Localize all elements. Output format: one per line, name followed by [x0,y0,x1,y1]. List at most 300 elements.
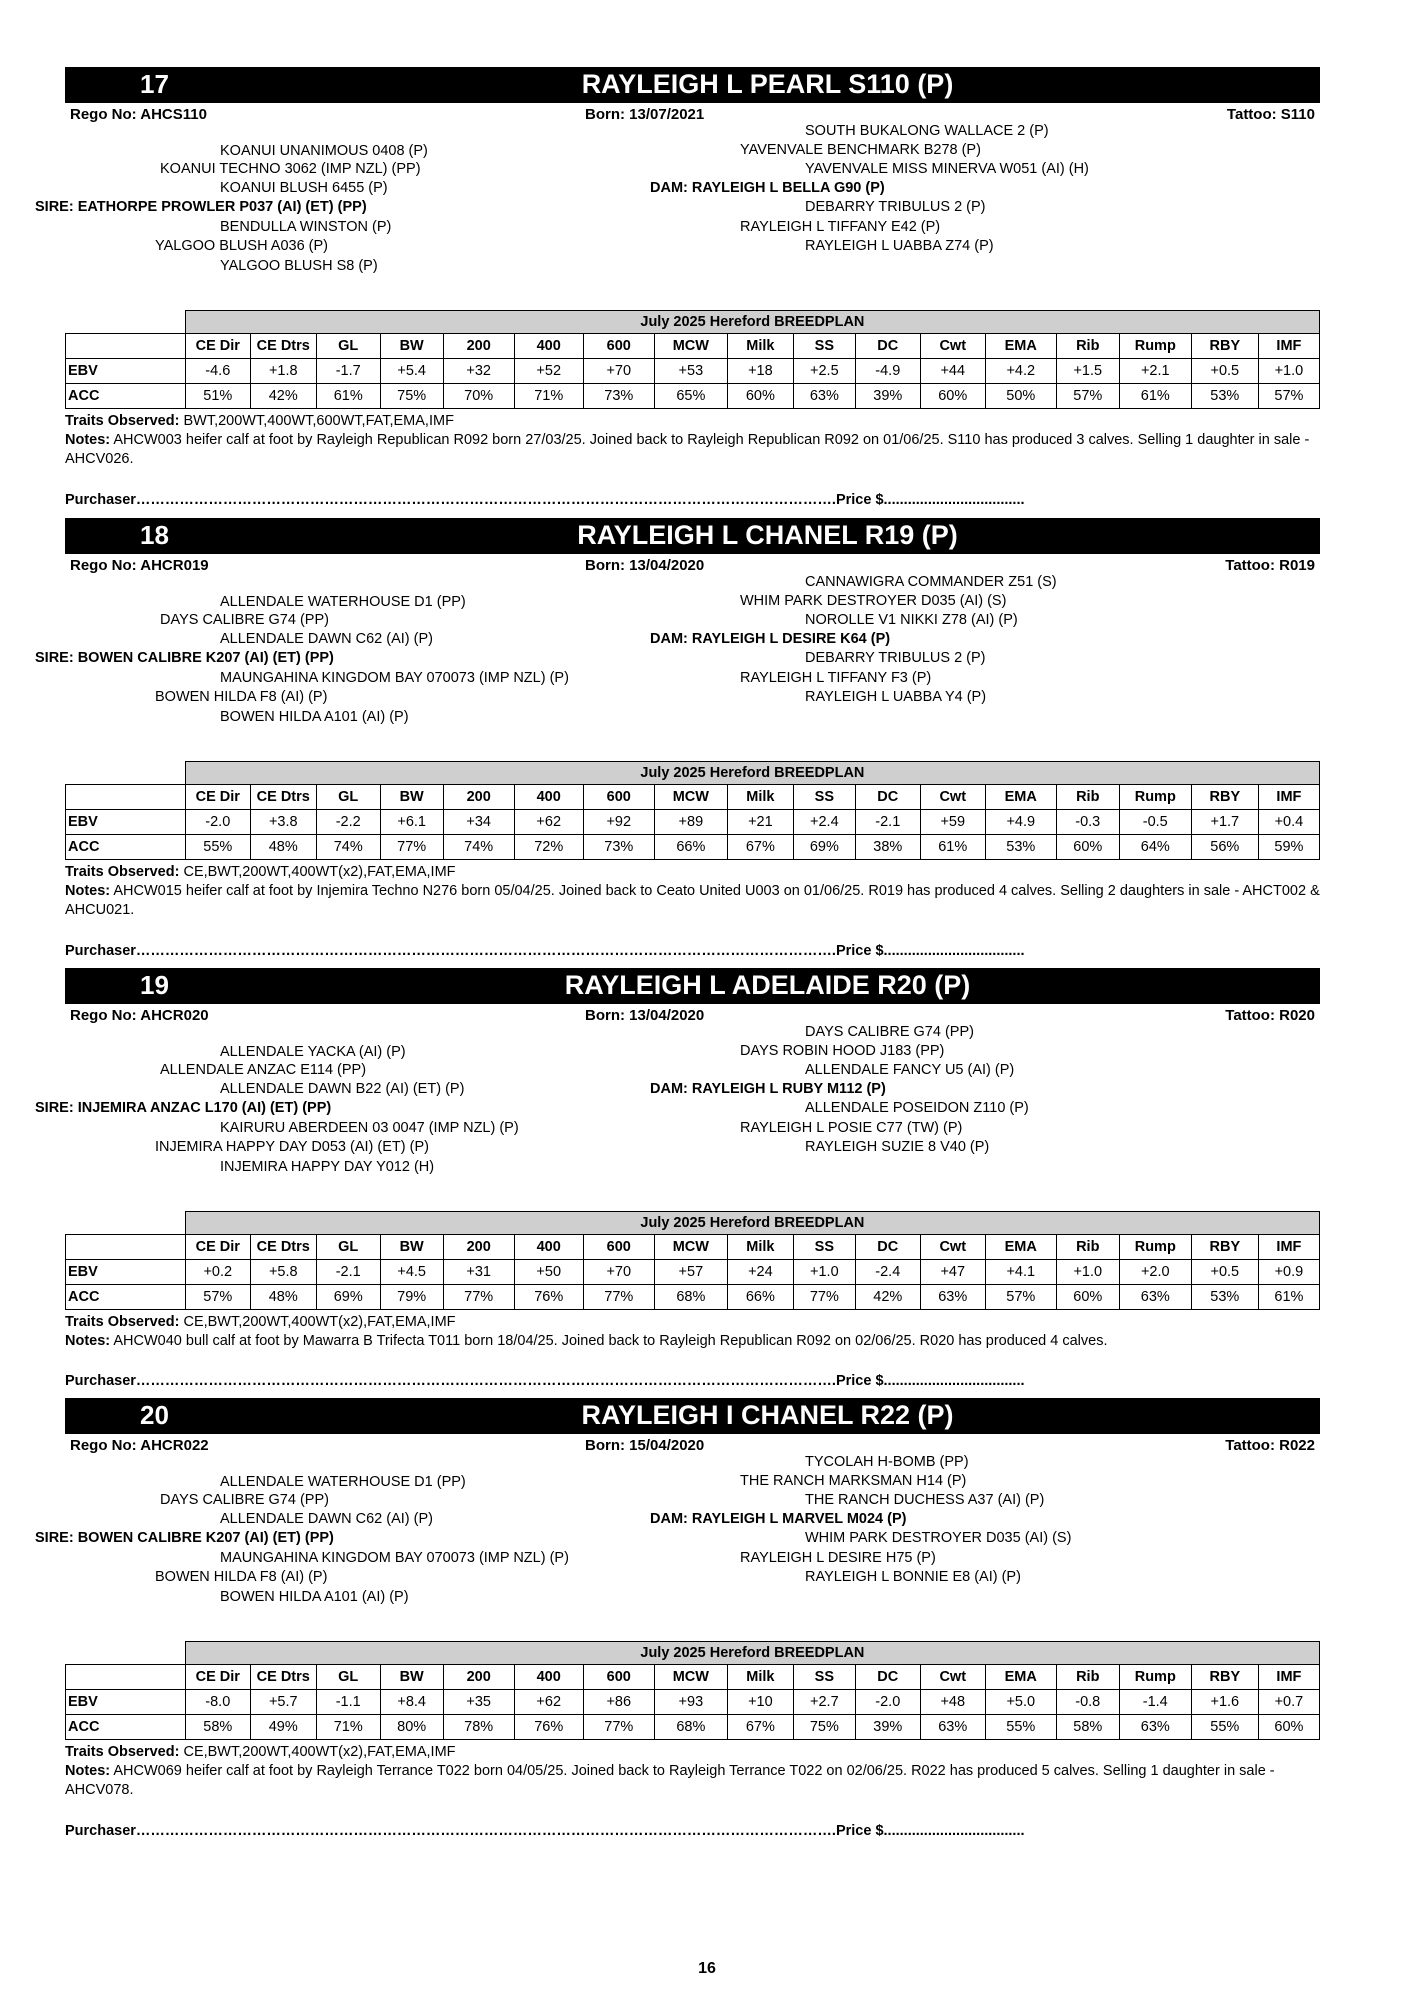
purchaser-line[interactable]: Purchaser……………………………………………………………………………………………………………………………….Price $................................... [65,1823,1025,1839]
acc-cell: 63% [920,1285,985,1310]
ebv-cell: +0.5 [1191,1260,1258,1285]
purchaser-line[interactable]: Purchaser……………………………………………………………………………………………………………………………….Price $................................... [65,492,1025,508]
birth-date: Born: 15/04/2020 [585,1437,705,1454]
acc-cell: 79% [380,1285,443,1310]
traits-label: Traits Observed: [65,864,180,880]
dam-ancestor: NOROLLE V1 NIKKI Z78 (AI) (P) [805,612,1018,628]
column-header: BW [380,334,443,359]
ebv-cell: +62 [514,810,583,835]
tattoo: Tattoo: R022 [1225,1437,1315,1454]
ebv-cell: +1.8 [250,359,316,384]
acc-cell: 59% [1258,835,1319,860]
ebv-cell: +5.4 [380,359,443,384]
acc-cell: 60% [1056,1285,1119,1310]
lot-info-row [65,554,1320,574]
traits-observed [65,1313,1320,1332]
dam-ancestor: DAYS CALIBRE G74 (PP) [805,1024,974,1040]
ebv-cell: +1.7 [1191,810,1258,835]
column-header: CE Dtrs [250,1235,316,1260]
traits-label: Traits Observed: [65,1314,180,1330]
ebv-cell: +2.5 [793,359,855,384]
acc-cell: 78% [443,1715,514,1740]
ebv-cell: +92 [583,810,654,835]
lot-notes [65,1743,1320,1800]
sire-ancestor: YALGOO BLUSH A036 (P) [155,238,328,254]
lot-header [65,518,1320,554]
column-header: 400 [514,785,583,810]
traits-observed [65,412,1320,431]
column-header: Milk [727,1235,793,1260]
rego-number: Rego No: AHCS110 [70,106,207,123]
ebv-cell: +70 [583,359,654,384]
acc-cell: 77% [443,1285,514,1310]
traits-value: BWT,200WT,400WT,600WT,FAT,EMA,IMF [183,413,454,429]
acc-row-label: ACC [66,1285,186,1310]
sire-ancestor: ALLENDALE WATERHOUSE D1 (PP) [220,594,466,610]
column-header: Rump [1119,1235,1191,1260]
acc-cell: 66% [727,1285,793,1310]
acc-cell: 77% [793,1285,855,1310]
column-header: 600 [583,785,654,810]
dam-ancestor: RAYLEIGH L UABBA Z74 (P) [805,238,994,254]
ebv-cell: +1.6 [1191,1690,1258,1715]
column-header: DC [855,1235,920,1260]
acc-cell: 71% [514,384,583,409]
notes-text: AHCW040 bull calf at foot by Mawarra B Trifecta T011 born 18/04/25. Joined back to Rayleigh Republican R092 on 02/06/25. R020 has produced 4 calves. [113,1333,1108,1349]
column-header: 200 [443,1665,514,1690]
acc-cell: 42% [855,1285,920,1310]
breedplan-table [65,310,1320,409]
column-header: Rib [1056,785,1119,810]
column-header: SS [793,1665,855,1690]
traits-label: Traits Observed: [65,413,180,429]
ebv-cell: -1.7 [316,359,380,384]
lot-block [35,518,1320,959]
column-header: SS [793,1235,855,1260]
dam-ancestor: ALLENDALE FANCY U5 (AI) (P) [805,1062,1015,1078]
column-header: Cwt [920,1235,985,1260]
acc-cell: 57% [985,1285,1056,1310]
notes-paragraph [65,1762,1320,1800]
acc-cell: 39% [855,1715,920,1740]
page-number: 16 [698,1960,716,1977]
dam-ancestor: CANNAWIGRA COMMANDER Z51 (S) [805,574,1057,590]
column-header: 200 [443,334,514,359]
column-header: DC [855,334,920,359]
ebv-cell: +2.4 [793,810,855,835]
sire-ancestor: ALLENDALE DAWN B22 (AI) (ET) (P) [220,1081,465,1097]
lot-name: RAYLEIGH L PEARL S110 (P) [581,69,954,99]
ebv-cell: -2.1 [855,810,920,835]
acc-cell: 38% [855,835,920,860]
rego-number: Rego No: AHCR020 [70,1007,209,1024]
notes-text: AHCW069 heifer calf at foot by Rayleigh Terrance T022 born 04/05/25. Joined back to Rayleigh Terrance T022 on 02/06/25. R022 has produced 5 calves. Selling 1 daughter in sale - AHCV078. [65,1763,1275,1798]
breedplan-title: July 2025 Hereford BREEDPLAN [185,311,1319,334]
acc-row-label: ACC [66,384,186,409]
acc-cell: 73% [583,835,654,860]
ebv-cell: +0.4 [1258,810,1319,835]
ebv-cell: +52 [514,359,583,384]
column-header: BW [380,1665,443,1690]
column-header: IMF [1258,334,1319,359]
ebv-cell: +5.7 [250,1690,316,1715]
ebv-cell: +5.0 [985,1690,1056,1715]
acc-cell: 56% [1191,835,1258,860]
acc-cell: 57% [185,1285,250,1310]
column-header: 600 [583,1665,654,1690]
ebv-cell: -4.9 [855,359,920,384]
column-header: CE Dir [185,334,250,359]
dam-ancestor: ALLENDALE POSEIDON Z110 (P) [805,1100,1029,1116]
ebv-cell: +0.7 [1258,1690,1319,1715]
birth-date: Born: 13/07/2021 [585,106,705,123]
ebv-cell: +31 [443,1260,514,1285]
ebv-cell: -2.4 [855,1260,920,1285]
lot-info-row [65,103,1320,123]
dam-name: DAM: RAYLEIGH L DESIRE K64 (P) [650,631,891,647]
ebv-cell: +89 [654,810,727,835]
ebv-cell: +1.0 [1258,359,1319,384]
column-header: Milk [727,785,793,810]
acc-cell: 53% [1191,1285,1258,1310]
column-header: IMF [1258,1235,1319,1260]
acc-cell: 80% [380,1715,443,1740]
column-header: CE Dir [185,1235,250,1260]
sire-ancestor: KOANUI BLUSH 6455 (P) [220,180,388,196]
ebv-cell: +44 [920,359,985,384]
column-header: Rib [1056,334,1119,359]
acc-cell: 55% [1191,1715,1258,1740]
ebv-cell: +2.0 [1119,1260,1191,1285]
column-header: MCW [654,334,727,359]
acc-cell: 60% [727,384,793,409]
acc-cell: 63% [1119,1715,1191,1740]
column-header: 400 [514,1235,583,1260]
acc-cell: 49% [250,1715,316,1740]
acc-cell: 76% [514,1715,583,1740]
column-header: EMA [985,785,1056,810]
column-header: Milk [727,334,793,359]
sire-ancestor: BOWEN HILDA A101 (AI) (P) [220,709,409,725]
lot-info-row [65,1434,1320,1454]
sire-ancestor: BENDULLA WINSTON (P) [220,219,392,235]
ebv-cell: +59 [920,810,985,835]
lot-block [35,968,1320,1389]
sire-ancestor: INJEMIRA HAPPY DAY Y012 (H) [220,1159,435,1175]
dam-name: DAM: RAYLEIGH L BELLA G90 (P) [650,180,885,196]
lot-header [65,968,1320,1004]
table-corner [66,1212,186,1235]
column-header: 200 [443,785,514,810]
column-header: RBY [1191,1235,1258,1260]
column-header: 600 [583,334,654,359]
dam-ancestor: RAYLEIGH L BONNIE E8 (AI) (P) [805,1569,1021,1585]
tattoo: Tattoo: R020 [1225,1007,1315,1024]
ebv-cell: +1.5 [1056,359,1119,384]
dam-ancestor: RAYLEIGH L DESIRE H75 (P) [740,1550,936,1566]
acc-cell: 48% [250,835,316,860]
ebv-cell: +57 [654,1260,727,1285]
sire-ancestor: BOWEN HILDA F8 (AI) (P) [155,1569,328,1585]
sire-ancestor: KAIRURU ABERDEEN 03 0047 (IMP NZL) (P) [220,1120,519,1136]
ebv-cell: +0.9 [1258,1260,1319,1285]
ebv-cell: -2.1 [316,1260,380,1285]
acc-cell: 73% [583,384,654,409]
acc-cell: 74% [316,835,380,860]
dam-ancestor: RAYLEIGH L POSIE C77 (TW) (P) [740,1120,963,1136]
acc-row-label: ACC [66,1715,186,1740]
column-header: MCW [654,1235,727,1260]
sire-ancestor: MAUNGAHINA KINGDOM BAY 070073 (IMP NZL) (P) [220,1550,569,1566]
column-header: CE Dir [185,1665,250,1690]
sire-ancestor: BOWEN HILDA A101 (AI) (P) [220,1589,409,1605]
column-header: CE Dir [185,785,250,810]
dam-ancestor: DEBARRY TRIBULUS 2 (P) [805,199,986,215]
ebv-cell: +62 [514,1690,583,1715]
ebv-row-label: EBV [66,1260,186,1285]
acc-row-label: ACC [66,835,186,860]
dam-ancestor: DAYS ROBIN HOOD J183 (PP) [740,1043,945,1059]
lot-notes [65,1313,1320,1351]
acc-cell: 67% [727,1715,793,1740]
column-header: CE Dtrs [250,1665,316,1690]
notes-paragraph [65,882,1320,920]
dam-name: DAM: RAYLEIGH L MARVEL M024 (P) [650,1511,907,1527]
header-blank [66,334,186,359]
ebv-cell: -2.2 [316,810,380,835]
lot-number: 19 [140,970,169,1000]
acc-cell: 60% [920,384,985,409]
traits-label: Traits Observed: [65,1744,180,1760]
lot-header [65,1398,1320,1434]
ebv-cell: -1.4 [1119,1690,1191,1715]
table-corner [66,762,186,785]
acc-cell: 53% [1191,384,1258,409]
dam-ancestor: WHIM PARK DESTROYER D035 (AI) (S) [805,1530,1072,1546]
ebv-cell: +1.0 [1056,1260,1119,1285]
ebv-cell: +4.9 [985,810,1056,835]
column-header: Milk [727,1665,793,1690]
ebv-cell: +3.8 [250,810,316,835]
ebv-cell: +4.5 [380,1260,443,1285]
ebv-cell: +86 [583,1690,654,1715]
dam-ancestor: RAYLEIGH SUZIE 8 V40 (P) [805,1139,990,1155]
breedplan-title: July 2025 Hereford BREEDPLAN [185,1212,1319,1235]
sire-ancestor: DAYS CALIBRE G74 (PP) [160,612,329,628]
dam-ancestor: YAVENVALE MISS MINERVA W051 (AI) (H) [805,161,1089,177]
acc-cell: 65% [654,384,727,409]
birth-date: Born: 13/04/2020 [585,557,705,574]
acc-cell: 55% [185,835,250,860]
acc-cell: 66% [654,835,727,860]
ebv-cell: +53 [654,359,727,384]
ebv-cell: -0.8 [1056,1690,1119,1715]
ebv-cell: +21 [727,810,793,835]
ebv-cell: +0.5 [1191,359,1258,384]
ebv-row-label: EBV [66,1690,186,1715]
acc-cell: 76% [514,1285,583,1310]
sire-ancestor: KOANUI UNANIMOUS 0408 (P) [220,143,428,159]
ebv-cell: +48 [920,1690,985,1715]
acc-cell: 57% [1258,384,1319,409]
sire-name: SIRE: EATHORPE PROWLER P037 (AI) (ET) (PP) [35,199,367,215]
breedplan-table [65,1211,1320,1310]
lot-number: 17 [140,69,169,99]
rego-number: Rego No: AHCR019 [70,557,209,574]
ebv-row-label: EBV [66,810,186,835]
column-header: Rib [1056,1665,1119,1690]
column-header: Cwt [920,334,985,359]
column-header: Cwt [920,1665,985,1690]
purchaser-line[interactable]: Purchaser……………………………………………………………………………………………………………………………….Price $................................... [65,1373,1025,1389]
acc-cell: 42% [250,384,316,409]
lot-info-row [65,1004,1320,1024]
column-header: RBY [1191,1665,1258,1690]
ebv-cell: -0.3 [1056,810,1119,835]
acc-cell: 69% [793,835,855,860]
dam-ancestor: WHIM PARK DESTROYER D035 (AI) (S) [740,593,1007,609]
acc-cell: 53% [985,835,1056,860]
column-header: Rib [1056,1235,1119,1260]
notes-text: AHCW003 heifer calf at foot by Rayleigh Republican R092 born 27/03/25. Joined back to Rayleigh Republican R092 on 01/06/25. S110 has produced 3 calves. Selling 1 daughter in sale - AHCV026. [65,432,1310,467]
ebv-cell: -0.5 [1119,810,1191,835]
ebv-cell: +0.2 [185,1260,250,1285]
acc-cell: 55% [985,1715,1056,1740]
sire-ancestor: ALLENDALE WATERHOUSE D1 (PP) [220,1474,466,1490]
acc-cell: 69% [316,1285,380,1310]
acc-cell: 77% [380,835,443,860]
column-header: 200 [443,1235,514,1260]
ebv-cell: +50 [514,1260,583,1285]
column-header: Cwt [920,785,985,810]
column-header: CE Dtrs [250,785,316,810]
table-corner [66,311,186,334]
column-header: GL [316,785,380,810]
column-header: DC [855,1665,920,1690]
ebv-cell: +35 [443,1690,514,1715]
acc-cell: 61% [316,384,380,409]
column-header: Rump [1119,1665,1191,1690]
table-corner [66,1642,186,1665]
acc-cell: 68% [654,1285,727,1310]
dam-ancestor: RAYLEIGH L TIFFANY E42 (P) [740,219,941,235]
ebv-cell: +6.1 [380,810,443,835]
acc-cell: 71% [316,1715,380,1740]
breedplan-table [65,761,1320,860]
acc-cell: 70% [443,384,514,409]
acc-cell: 57% [1056,384,1119,409]
ebv-cell: +24 [727,1260,793,1285]
traits-value: CE,BWT,200WT,400WT(x2),FAT,EMA,IMF [183,1314,456,1330]
notes-paragraph [65,1332,1320,1351]
column-header: EMA [985,1235,1056,1260]
pedigree [35,1024,1320,1194]
acc-cell: 39% [855,384,920,409]
traits-observed [65,863,1320,882]
sire-ancestor: ALLENDALE ANZAC E114 (PP) [160,1062,367,1078]
column-header: MCW [654,785,727,810]
acc-cell: 74% [443,835,514,860]
ebv-cell: +1.0 [793,1260,855,1285]
sire-ancestor: KOANUI TECHNO 3062 (IMP NZL) (PP) [160,161,421,177]
ebv-cell: +70 [583,1260,654,1285]
ebv-cell: +4.2 [985,359,1056,384]
ebv-cell: -1.1 [316,1690,380,1715]
sire-ancestor: ALLENDALE DAWN C62 (AI) (P) [220,631,433,647]
purchaser-line[interactable]: Purchaser……………………………………………………………………………………………………………………………….Price $................................... [65,943,1025,959]
dam-ancestor: TYCOLAH H-BOMB (PP) [805,1454,969,1470]
header-blank [66,785,186,810]
column-header: MCW [654,1665,727,1690]
column-header: 600 [583,1235,654,1260]
sire-ancestor: DAYS CALIBRE G74 (PP) [160,1492,329,1508]
sire-name: SIRE: BOWEN CALIBRE K207 (AI) (ET) (PP) [35,650,334,666]
lot-number: 18 [140,520,169,550]
pedigree [35,574,1320,744]
lot-header [65,67,1320,103]
lot-name: RAYLEIGH L ADELAIDE R20 (P) [564,970,971,1000]
ebv-cell: -2.0 [855,1690,920,1715]
acc-cell: 68% [654,1715,727,1740]
acc-cell: 60% [1258,1715,1319,1740]
header-blank [66,1665,186,1690]
column-header: GL [316,1665,380,1690]
acc-cell: 77% [583,1715,654,1740]
ebv-cell: +8.4 [380,1690,443,1715]
acc-cell: 60% [1056,835,1119,860]
column-header: EMA [985,1665,1056,1690]
notes-label: Notes: [65,883,111,899]
rego-number: Rego No: AHCR022 [70,1437,209,1454]
column-header: RBY [1191,334,1258,359]
traits-value: CE,BWT,200WT,400WT(x2),FAT,EMA,IMF [183,864,456,880]
acc-cell: 61% [920,835,985,860]
column-header: GL [316,334,380,359]
sire-ancestor: ALLENDALE YACKA (AI) (P) [220,1044,406,1060]
sire-ancestor: ALLENDALE DAWN C62 (AI) (P) [220,1511,433,1527]
dam-ancestor: DEBARRY TRIBULUS 2 (P) [805,650,986,666]
column-header: BW [380,1235,443,1260]
tattoo: Tattoo: S110 [1226,106,1315,123]
column-header: Rump [1119,785,1191,810]
column-header: SS [793,785,855,810]
acc-cell: 72% [514,835,583,860]
acc-cell: 48% [250,1285,316,1310]
sire-ancestor: INJEMIRA HAPPY DAY D053 (AI) (ET) (P) [155,1139,429,1155]
notes-label: Notes: [65,432,111,448]
acc-cell: 61% [1258,1285,1319,1310]
column-header: RBY [1191,785,1258,810]
sire-ancestor: YALGOO BLUSH S8 (P) [220,258,378,274]
pedigree [35,123,1320,293]
lot-notes [65,412,1320,469]
column-header: CE Dtrs [250,334,316,359]
dam-ancestor: RAYLEIGH L UABBA Y4 (P) [805,689,987,705]
acc-cell: 63% [920,1715,985,1740]
ebv-cell: +4.1 [985,1260,1056,1285]
sire-ancestor: BOWEN HILDA F8 (AI) (P) [155,689,328,705]
ebv-cell: +10 [727,1690,793,1715]
ebv-cell: +2.7 [793,1690,855,1715]
column-header: 400 [514,1665,583,1690]
column-header: BW [380,785,443,810]
acc-cell: 51% [185,384,250,409]
column-header: IMF [1258,1665,1319,1690]
acc-cell: 58% [1056,1715,1119,1740]
ebv-cell: -8.0 [185,1690,250,1715]
notes-label: Notes: [65,1763,111,1779]
birth-date: Born: 13/04/2020 [585,1007,705,1024]
